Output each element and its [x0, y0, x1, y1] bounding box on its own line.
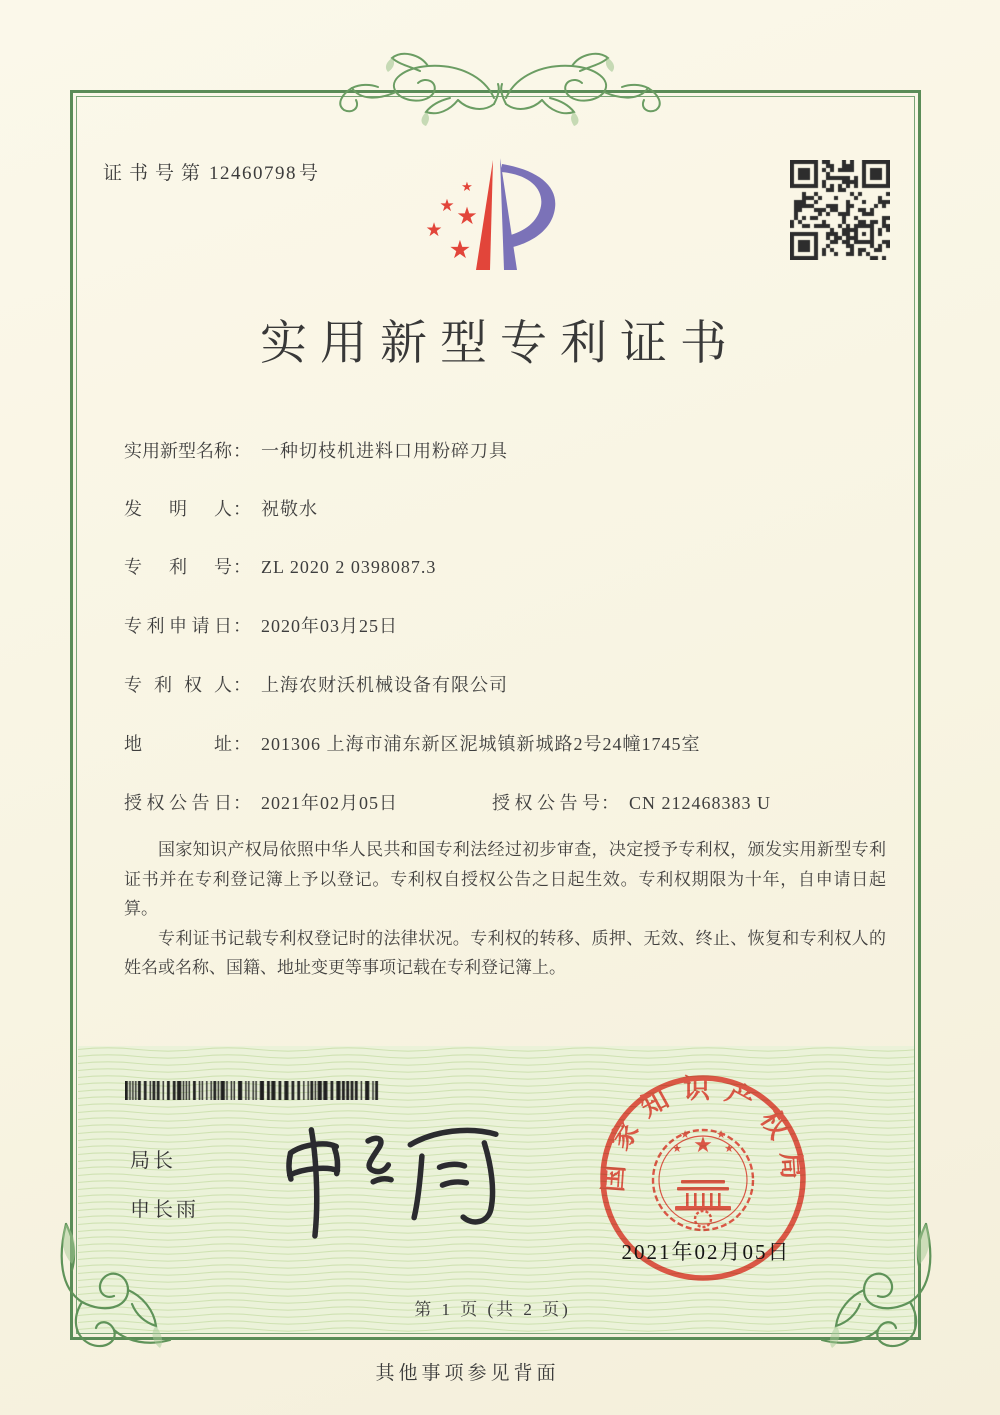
- field-label: 发明人: [124, 499, 232, 519]
- logo-star-icon: ★: [448, 235, 472, 264]
- logo-star-icon: ★: [425, 219, 443, 241]
- field-row-address: [124, 730, 701, 756]
- field-label: 专利权人: [124, 675, 232, 695]
- field-label: 授权公告号: [492, 793, 600, 813]
- field-colon: ：: [233, 557, 251, 577]
- signer-name: 申长雨: [130, 1199, 199, 1221]
- certificate-title: 实用新型专利证书: [260, 318, 740, 370]
- seal-date: 2021年02月05日: [621, 1240, 791, 1264]
- field-value: CN 212468383 U: [629, 793, 772, 813]
- corner-flourish-icon: [52, 1222, 184, 1358]
- field-label: 专利申请日: [124, 616, 232, 636]
- field-label: 地址: [124, 734, 232, 754]
- field-row-patentee: [124, 671, 508, 697]
- field-value: ZL 2020 2 0398087.3: [261, 557, 437, 577]
- certificate-number: [103, 158, 325, 185]
- page-indicator: 第 1 页 (共 2 页): [414, 1300, 571, 1319]
- certificate-number-prefix: 证书号第: [103, 163, 208, 184]
- back-side-note: 其他事项参见背面: [375, 1363, 560, 1384]
- legal-paragraph: 国家知识产权局依照中华人民共和国专利法经过初步审查，决定授予专利权，颁发实用新型专利证书并在专利登记簿上予以登记。专利权自授权公告之日起生效。专利权期限为十年，自申请日起算。: [124, 840, 886, 918]
- seal-org-text: 国家知识产权局: [597, 1074, 809, 1194]
- field-colon: ：: [601, 793, 619, 813]
- field-value: 上海农财沃机械设备有限公司: [261, 675, 508, 695]
- field-row-name: [124, 437, 508, 463]
- barcode: [125, 1081, 383, 1100]
- field-colon: ：: [233, 499, 251, 519]
- field-value: 一种切枝机进料口用粉碎刀具: [261, 441, 508, 461]
- field-colon: ：: [233, 734, 251, 754]
- field-row-patent-number: [124, 553, 436, 579]
- field-group-grant-number: [492, 789, 771, 815]
- field-value: 祝敬水: [261, 499, 318, 519]
- emblem-star-icon: ★: [716, 1128, 726, 1141]
- certificate-number-value: 12460798: [209, 163, 298, 184]
- field-row-inventor: [124, 495, 318, 521]
- field-colon: ：: [233, 616, 251, 636]
- emblem-star-icon: ★: [724, 1142, 734, 1155]
- field-label: 专利号: [124, 557, 232, 577]
- logo-star-icon: ★: [439, 196, 455, 216]
- field-colon: ：: [233, 793, 251, 813]
- signer-title: 局长: [130, 1150, 176, 1172]
- dragon-ornament: [308, 40, 692, 136]
- field-value: 2021年02月05日: [261, 793, 398, 813]
- field-row-grant: [124, 789, 886, 815]
- emblem-star-icon: ★: [693, 1133, 713, 1158]
- field-row-filing-date: [124, 612, 398, 638]
- corner-flourish-icon: [808, 1222, 940, 1358]
- field-label: 授权公告日: [124, 793, 232, 813]
- field-value: 201306 上海市浦东新区泥城镇新城路2号24幢1745室: [261, 734, 701, 754]
- emblem-star-icon: ★: [680, 1128, 690, 1141]
- certificate-number-suffix: 号: [299, 163, 326, 184]
- legal-text-block: [124, 835, 886, 983]
- qr-code: [790, 160, 890, 260]
- field-colon: ：: [233, 675, 251, 695]
- national-emblem-icon: [653, 1128, 753, 1230]
- field-label: 实用新型名称: [124, 441, 232, 461]
- cnipa-logo-icon: [388, 146, 563, 278]
- field-value: 2020年03月25日: [261, 616, 398, 636]
- logo-star-icon: ★: [461, 180, 473, 195]
- emblem-star-icon: ★: [672, 1142, 682, 1155]
- field-colon: ：: [233, 441, 251, 461]
- director-signature: [262, 1118, 512, 1240]
- logo-star-icon: ★: [456, 202, 478, 230]
- legal-paragraph: 专利证书记载专利权登记时的法律状况。专利权的转移、质押、无效、终止、恢复和专利权人的姓名或名称、国籍、地址变更等事项记载在专利登记簿上。: [124, 928, 886, 977]
